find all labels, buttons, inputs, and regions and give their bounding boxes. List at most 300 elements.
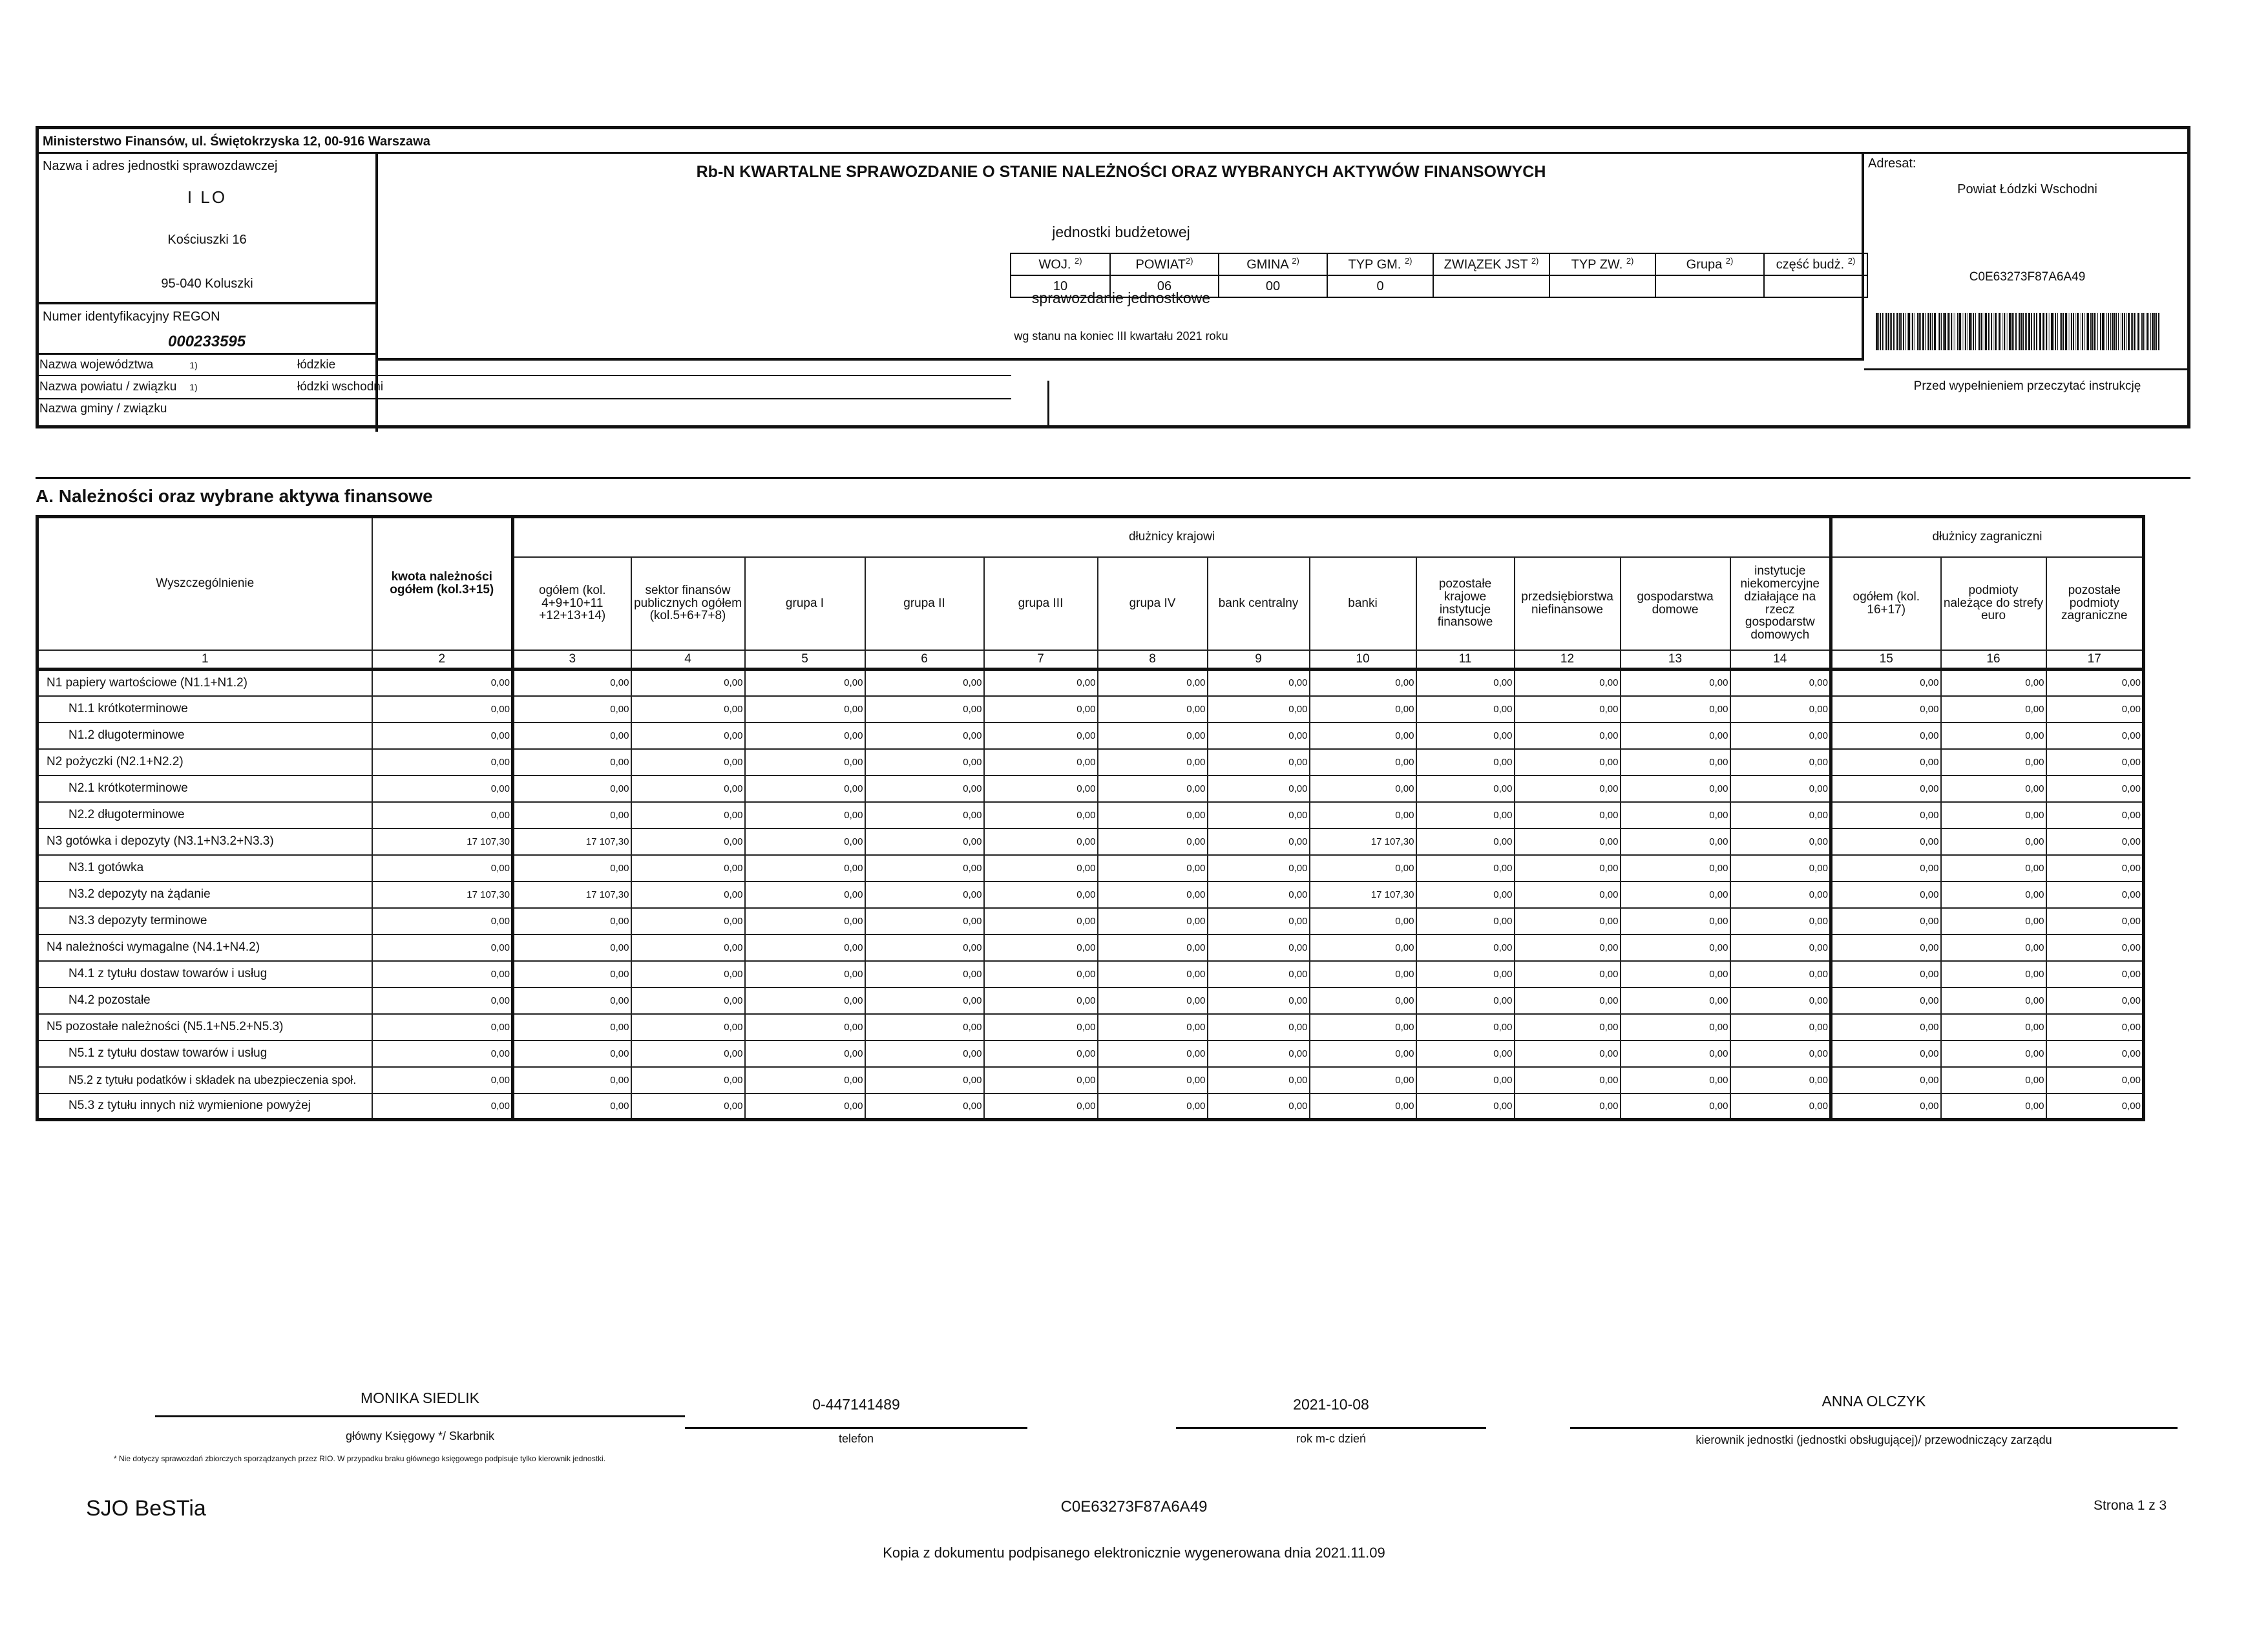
signature-line: [1176, 1427, 1486, 1429]
barcode-bar: [2055, 313, 2056, 350]
cell-value: 0,00: [1515, 1093, 1621, 1120]
code-label-typ-gm: TYP GM. $^{2)}$: [1327, 253, 1433, 275]
barcode-bar: [1905, 313, 1906, 350]
col-number: 3: [513, 650, 631, 670]
code-label-gmina: GMINA $^{2)}$: [1219, 253, 1327, 275]
barcode-bar: [1893, 313, 1895, 350]
cell-value: 0,00: [865, 882, 984, 908]
barcode-bar: [1991, 313, 1992, 350]
cell-value: 0,00: [1730, 670, 1831, 696]
barcode-bar: [2087, 313, 2089, 350]
unit-city: 95-040 Koluszki: [161, 277, 253, 291]
barcode-bar: [2154, 313, 2156, 350]
cell-value: 0,00: [1941, 723, 2046, 749]
cell-value: 0,00: [1941, 1093, 2046, 1120]
barcode-bar: [1928, 313, 1929, 350]
cell-value: 0,00: [2046, 829, 2144, 855]
barcode-bar: [1885, 313, 1887, 350]
table-row: [37, 882, 2144, 908]
cell-value: 0,00: [984, 1014, 1098, 1041]
code-label-grupa: Grupa $^{2)}$: [1655, 253, 1764, 275]
cell-value: 0,00: [631, 1093, 745, 1120]
barcode-bar: [2060, 313, 2061, 350]
barcode-bar: [2051, 313, 2053, 350]
cell-value: 0,00: [745, 1067, 865, 1093]
cell-value: 0,00: [1208, 961, 1310, 988]
cell-value: 0,00: [1208, 908, 1310, 935]
cell-value: 0,00: [1310, 988, 1416, 1014]
cell-value: 0,00: [1730, 1067, 1831, 1093]
signature-line: [155, 1415, 685, 1417]
col-header: grupa III: [984, 557, 1098, 650]
cell-value: 0,00: [1941, 908, 2046, 935]
cell-value: 0,00: [1941, 882, 2046, 908]
cell-value: 0,00: [2046, 882, 2144, 908]
signature-footnote: * Nie dotyczy sprawozdań zbiorczych sporządzanych przez RIO. W przypadku braku głównego księgowego podpisuje tylko kierownik jednostki.: [114, 1454, 606, 1463]
cell-value: 0,00: [1515, 961, 1621, 988]
barcode-bar: [2126, 313, 2127, 350]
cell-value: 0,00: [865, 1093, 984, 1120]
cell-value: 0,00: [1310, 749, 1416, 776]
section-divider: [36, 477, 2190, 479]
barcode-bar: [1951, 313, 1952, 350]
report-subtitle: jednostki budżetowej: [1052, 224, 1190, 240]
regon-box: [39, 304, 375, 355]
cell-value: 0,00: [1416, 829, 1515, 855]
cell-value: 0,00: [1098, 670, 1208, 696]
barcode-bar: [2137, 313, 2139, 350]
cell-value: 0,00: [1310, 1067, 1416, 1093]
classification-codes: [1010, 253, 1868, 298]
cell-value: 0,00: [1208, 776, 1310, 802]
cell-value: 0,00: [513, 1093, 631, 1120]
cell-value: 0,00: [631, 696, 745, 723]
barcode-bar: [1959, 313, 1961, 350]
cell-value: 0,00: [1621, 723, 1730, 749]
code-value-grupa: [1655, 275, 1764, 297]
cell-value: 0,00: [2046, 802, 2144, 829]
territory-divider: [36, 398, 1011, 399]
cell-value: 0,00: [1208, 882, 1310, 908]
cell-value: 0,00: [984, 1067, 1098, 1093]
barcode-bar: [1981, 313, 1982, 350]
code-value-czesc-budz: [1764, 275, 1867, 297]
barcode-bar: [1880, 313, 1881, 350]
cell-value: 0,00: [745, 776, 865, 802]
col-number: 16: [1941, 650, 2046, 670]
cell-value: 0,00: [1515, 882, 1621, 908]
cell-value: 0,00: [513, 855, 631, 882]
code-value-zwiazek: [1433, 275, 1549, 297]
cell-value: 0,00: [1941, 670, 2046, 696]
cell-value: 0,00: [1310, 855, 1416, 882]
code-label-zwiazek: ZWIĄZEK JST $^{2)}$: [1433, 253, 1549, 275]
cell-value: 0,00: [1098, 802, 1208, 829]
cell-value: 0,00: [2046, 908, 2144, 935]
cell-value: 0,00: [631, 829, 745, 855]
cell-value: 0,00: [2046, 935, 2144, 961]
cell-value: 0,00: [1831, 988, 1941, 1014]
cell-value: 0,00: [513, 776, 631, 802]
barcode-bar: [2110, 313, 2111, 350]
cell-value: 0,00: [865, 696, 984, 723]
row-label: N5.3 z tytułu innych niż wymienione powyżej: [37, 1093, 372, 1120]
barcode-bar: [2073, 313, 2074, 350]
barcode-bar: [1957, 313, 1958, 350]
cell-value: 0,00: [1831, 802, 1941, 829]
cell-value: 0,00: [1621, 749, 1730, 776]
barcode-bar: [2132, 313, 2133, 350]
cell-value: 0,00: [1831, 1041, 1941, 1067]
cell-value: 0,00: [372, 776, 513, 802]
cell-value: 0,00: [1416, 802, 1515, 829]
cell-value: 0,00: [1621, 882, 1730, 908]
barcode-bar: [1948, 313, 1949, 350]
cell-value: 0,00: [1621, 908, 1730, 935]
barcode-image: [1876, 313, 2179, 350]
cell-value: 0,00: [2046, 776, 2144, 802]
page-number: Strona 1 z 3: [2094, 1498, 2167, 1513]
barcode-bar: [2100, 313, 2101, 350]
barcode-bar: [1899, 313, 1900, 350]
barcode-bar: [2102, 313, 2104, 350]
cell-value: 0,00: [1416, 670, 1515, 696]
cell-value: 17 107,30: [513, 882, 631, 908]
cell-value: 0,00: [745, 855, 865, 882]
col-header-total: kwota należności ogółem (kol.3+15): [372, 517, 513, 650]
cell-value: 0,00: [865, 749, 984, 776]
barcode-bar: [2019, 313, 2021, 350]
cell-value: 0,00: [865, 723, 984, 749]
cell-value: 0,00: [1310, 696, 1416, 723]
barcode-bar: [1988, 313, 1989, 350]
barcode-bar: [2043, 313, 2044, 350]
cell-value: 0,00: [1831, 882, 1941, 908]
row-label: N5.1 z tytułu dostaw towarów i usług: [37, 1041, 372, 1067]
cell-value: 0,00: [745, 723, 865, 749]
cell-value: 0,00: [745, 908, 865, 935]
barcode-bar: [2112, 313, 2114, 350]
cell-value: 0,00: [1515, 935, 1621, 961]
barcode-bar: [1888, 313, 1889, 350]
col-number: 9: [1208, 650, 1310, 670]
cell-value: 0,00: [1310, 802, 1416, 829]
cell-value: 0,00: [1941, 776, 2046, 802]
col-number: 13: [1621, 650, 1730, 670]
cell-value: 0,00: [1416, 908, 1515, 935]
cell-value: 0,00: [1621, 1014, 1730, 1041]
barcode-bar: [2057, 313, 2058, 350]
cell-value: 0,00: [745, 829, 865, 855]
municipality-label: Nazwa gminy / związku: [39, 402, 167, 416]
cell-value: 0,00: [1621, 776, 1730, 802]
barcode-bar: [2156, 313, 2157, 350]
row-label: N1.2 długoterminowe: [37, 723, 372, 749]
report-kind: sprawozdanie jednostkowe: [1031, 290, 1211, 306]
cell-value: 0,00: [1416, 1067, 1515, 1093]
barcode-bar: [2036, 313, 2037, 350]
row-label: N1.1 krótkoterminowe: [37, 696, 372, 723]
table-row: [37, 749, 2144, 776]
barcode-bar: [2143, 313, 2144, 350]
cell-value: 0,00: [1941, 1041, 2046, 1067]
accountant-role: główny Księgowy */ Skarbnik: [345, 1430, 495, 1442]
cell-value: 0,00: [865, 1067, 984, 1093]
table-row: [37, 1041, 2144, 1067]
cell-value: 0,00: [513, 935, 631, 961]
row-label: N2.1 krótkoterminowe: [37, 776, 372, 802]
cell-value: 0,00: [631, 749, 745, 776]
barcode-bar: [1932, 313, 1933, 350]
barcode-bar: [1891, 313, 1892, 350]
cell-value: 0,00: [984, 961, 1098, 988]
barcode-bar: [1930, 313, 1931, 350]
code-value-typ-gm: 0: [1327, 275, 1433, 297]
code-value-powiat: 06: [1110, 275, 1219, 297]
cell-value: 0,00: [513, 670, 631, 696]
cell-value: 0,00: [1730, 855, 1831, 882]
ministry-address: Ministerstwo Finansów, ul. Świętokrzyska 12, 00-916 Warszawa: [39, 129, 2187, 154]
barcode-bar: [1900, 313, 1902, 350]
county-label: Nazwa powiatu / związku 1): [39, 380, 198, 394]
report-title: Rb-N KWARTALNE SPRAWOZDANIE O STANIE NALEŻNOŚCI ORAZ WYBRANYCH AKTYWÓW FINANSOWYCH: [696, 163, 1546, 181]
cell-value: 0,00: [1621, 670, 1730, 696]
cell-value: 0,00: [1515, 1067, 1621, 1093]
barcode-bar: [1918, 313, 1920, 350]
cell-value: 0,00: [1310, 1014, 1416, 1041]
cell-value: 0,00: [745, 696, 865, 723]
cell-value: 0,00: [1730, 696, 1831, 723]
cell-value: 0,00: [1098, 988, 1208, 1014]
barcode-bar: [2046, 313, 2047, 350]
cell-value: 0,00: [1621, 988, 1730, 1014]
cell-value: 0,00: [1941, 855, 2046, 882]
cell-value: 0,00: [2046, 670, 2144, 696]
barcode-bar: [2116, 313, 2117, 350]
barcode-bar: [2147, 313, 2148, 350]
barcode-bar: [2134, 313, 2135, 350]
cell-value: 0,00: [1098, 776, 1208, 802]
cell-value: 0,00: [1098, 1041, 1208, 1067]
table-row: [37, 988, 2144, 1014]
barcode-bar: [2131, 313, 2132, 350]
cell-value: 0,00: [1310, 1093, 1416, 1120]
table-row: [37, 908, 2144, 935]
cell-value: 0,00: [1730, 988, 1831, 1014]
cell-value: 0,00: [1831, 1014, 1941, 1041]
cell-value: 0,00: [1730, 776, 1831, 802]
cell-value: 0,00: [372, 1041, 513, 1067]
cell-value: 0,00: [2046, 988, 2144, 1014]
barcode-bar: [1973, 313, 1974, 350]
col-number: 12: [1515, 650, 1621, 670]
cell-value: 0,00: [745, 1014, 865, 1041]
cell-value: 0,00: [745, 988, 865, 1014]
county-value: łódzki wschodni: [297, 380, 384, 394]
col-header: bank centralny: [1208, 557, 1310, 650]
cell-value: 0,00: [2046, 1014, 2144, 1041]
cell-value: 0,00: [631, 961, 745, 988]
cell-value: 0,00: [1831, 908, 1941, 935]
row-label: N4.1 z tytułu dostaw towarów i usług: [37, 961, 372, 988]
cell-value: 0,00: [984, 855, 1098, 882]
cell-value: 0,00: [631, 882, 745, 908]
col-header: pozostałe podmioty zagraniczne: [2046, 557, 2144, 650]
cell-value: 0,00: [1941, 829, 2046, 855]
barcode-bar: [2128, 313, 2130, 350]
col-number: 5: [745, 650, 865, 670]
cell-value: 0,00: [1621, 855, 1730, 882]
cell-value: 17 107,30: [372, 882, 513, 908]
barcode-bar: [2004, 313, 2005, 350]
cell-value: 0,00: [1730, 935, 1831, 961]
barcode-bar: [2028, 313, 2030, 350]
receivables-table: [36, 515, 2145, 1121]
barcode-bar: [2011, 313, 2013, 350]
cell-value: 0,00: [1515, 829, 1621, 855]
cell-value: 0,00: [1098, 723, 1208, 749]
territory-block: [36, 355, 1011, 428]
cell-value: 0,00: [1621, 961, 1730, 988]
barcode-bar: [1878, 313, 1879, 350]
cell-value: 0,00: [1416, 749, 1515, 776]
col-number: 15: [1831, 650, 1941, 670]
group-header-domestic: dłużnicy krajowi: [513, 517, 1831, 557]
barcode-bar: [1975, 313, 1976, 350]
col-number: 11: [1416, 650, 1515, 670]
cell-value: 0,00: [631, 670, 745, 696]
cell-value: 0,00: [2046, 696, 2144, 723]
col-header: gospodarstwa domowe: [1621, 557, 1730, 650]
cell-value: 0,00: [1730, 749, 1831, 776]
cell-value: 0,00: [631, 1041, 745, 1067]
cell-value: 0,00: [984, 749, 1098, 776]
cell-value: 0,00: [1730, 961, 1831, 988]
code-label-czesc-budz: część budż. $^{2)}$: [1764, 253, 1867, 275]
barcode-bar: [1971, 313, 1972, 350]
cell-value: 0,00: [1098, 882, 1208, 908]
cell-value: 0,00: [1208, 696, 1310, 723]
col-number: 6: [865, 650, 984, 670]
col-header: podmioty należące do strefy euro: [1941, 557, 2046, 650]
table-row: [37, 1014, 2144, 1041]
cell-value: 0,00: [1730, 1041, 1831, 1067]
cell-value: 0,00: [1831, 855, 1941, 882]
cell-value: 0,00: [372, 723, 513, 749]
cell-value: 0,00: [1621, 935, 1730, 961]
signature-line: [685, 1427, 1027, 1429]
cell-value: 0,00: [1831, 776, 1941, 802]
cell-value: 0,00: [984, 723, 1098, 749]
cell-value: 0,00: [1098, 855, 1208, 882]
barcode-bar: [1949, 313, 1950, 350]
col-number: 4: [631, 650, 745, 670]
table-row: [37, 961, 2144, 988]
col-number: 8: [1098, 650, 1208, 670]
cell-value: 0,00: [1515, 670, 1621, 696]
section-title: A. Należności oraz wybrane aktywa finansowe: [36, 486, 433, 506]
barcode-bar: [1908, 313, 1910, 350]
barcode-bar: [1944, 313, 1946, 350]
cell-value: 0,00: [865, 776, 984, 802]
cell-value: 0,00: [865, 935, 984, 961]
barcode-bar: [2071, 313, 2072, 350]
cell-value: 0,00: [1098, 696, 1208, 723]
barcode-bar: [1922, 313, 1924, 350]
cell-value: 0,00: [1310, 935, 1416, 961]
cell-value: 0,00: [1941, 1067, 2046, 1093]
cell-value: 0,00: [631, 1067, 745, 1093]
col-header: przedsiębiorstwa niefinansowe: [1515, 557, 1621, 650]
cell-value: 0,00: [865, 802, 984, 829]
cell-value: 17 107,30: [513, 829, 631, 855]
barcode-bar: [2063, 313, 2064, 350]
copy-note: Kopia z dokumentu podpisanego elektronicznie wygenerowana dnia 2021.11.09: [883, 1545, 1385, 1561]
cell-value: 0,00: [2046, 1067, 2144, 1093]
barcode-bar: [2094, 313, 2095, 350]
cell-value: 0,00: [2046, 961, 2144, 988]
col-header: instytucje niekomercyjne działające na rzecz gospodarstw domowych: [1730, 557, 1831, 650]
cell-value: 0,00: [984, 696, 1098, 723]
barcode-bar: [2000, 313, 2001, 350]
table-row: [37, 670, 2144, 696]
row-label: N4.2 pozostałe: [37, 988, 372, 1014]
row-label: N2 pożyczki (N2.1+N2.2): [37, 749, 372, 776]
col-header: sektor finansów publicznych ogółem (kol.5+6+7+8): [631, 557, 745, 650]
document-code: C0E63273F87A6A49: [1969, 270, 2086, 284]
cell-value: 0,00: [372, 1014, 513, 1041]
cell-value: 0,00: [1941, 696, 2046, 723]
col-header: grupa I: [745, 557, 865, 650]
cell-value: 0,00: [1416, 988, 1515, 1014]
cell-value: 0,00: [745, 670, 865, 696]
col-header-item: Wyszczególnienie: [37, 517, 372, 650]
cell-value: 0,00: [1831, 749, 1941, 776]
cell-value: 0,00: [745, 1041, 865, 1067]
cell-value: 0,00: [372, 961, 513, 988]
barcode-bar: [2077, 313, 2079, 350]
table-row: [37, 802, 2144, 829]
cell-value: 0,00: [1621, 1041, 1730, 1067]
cell-value: 0,00: [1208, 749, 1310, 776]
cell-value: 0,00: [1831, 961, 1941, 988]
col-header: ogółem (kol. 4+9+10+11 +12+13+14): [513, 557, 631, 650]
barcode-bar: [1978, 313, 1979, 350]
cell-value: 0,00: [1515, 1014, 1621, 1041]
cell-value: 0,00: [865, 1014, 984, 1041]
cell-value: 0,00: [372, 855, 513, 882]
cell-value: 0,00: [1310, 776, 1416, 802]
barcode-bar: [2021, 313, 2022, 350]
addressee-label: Adresat:: [1868, 156, 1916, 171]
col-number: 10: [1310, 650, 1416, 670]
cell-value: 0,00: [2046, 749, 2144, 776]
barcode-bar: [2092, 313, 2093, 350]
barcode-bar: [1890, 313, 1891, 350]
addressee-name: Powiat Łódzki Wschodni: [1957, 182, 2097, 196]
cell-value: 0,00: [1831, 670, 1941, 696]
date-value: 2021-10-08: [1293, 1396, 1369, 1413]
barcode-bar: [2061, 313, 2063, 350]
cell-value: 0,00: [513, 1041, 631, 1067]
cell-value: 0,00: [865, 988, 984, 1014]
barcode-bar: [2013, 313, 2014, 350]
barcode-bar: [1941, 313, 1942, 350]
barcode-bar: [2015, 313, 2017, 350]
table-row: [37, 723, 2144, 749]
cell-value: 0,00: [513, 1014, 631, 1041]
row-label: N5 pozostałe należności (N5.1+N5.2+N5.3): [37, 1014, 372, 1041]
